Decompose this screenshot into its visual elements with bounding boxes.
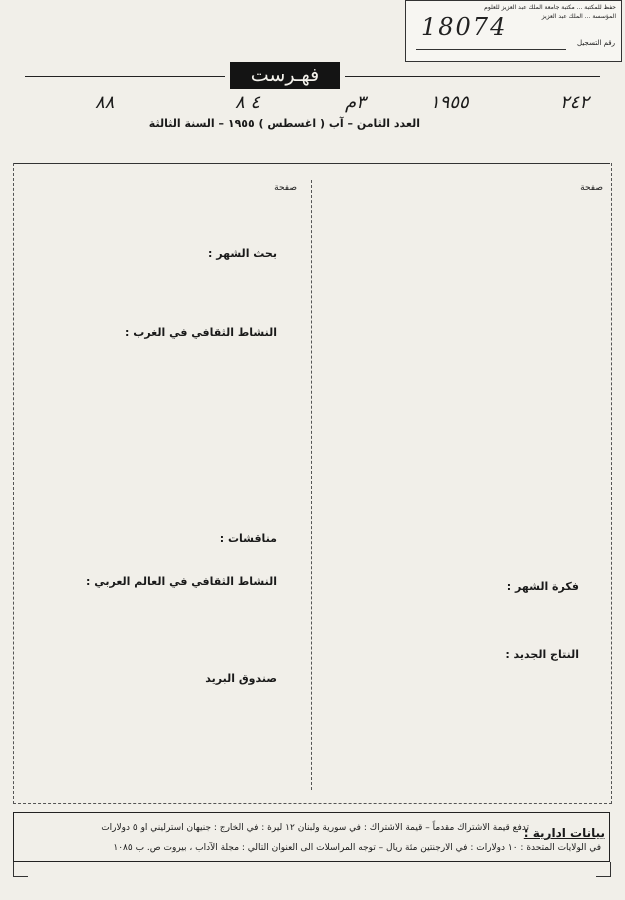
admin-line-1: تدفع قيمة الاشتراك مقدماً – قيمة الاشتراك : في سورية ولبنان ١٢ ليرة : في الخارج : جنيهان استرليني او ٥ دولارات [101, 823, 529, 833]
corner-mark-left [13, 862, 28, 877]
title-rule-left [25, 76, 225, 77]
contents-frame [13, 163, 612, 804]
stamp-line-1: حفظ للمكتبة ... مكتبة جامعة الملك عبد العزيز للعلوم [484, 4, 616, 11]
title-rule-right [345, 76, 600, 77]
section-heading: النتاج الجديد : [505, 647, 579, 661]
handwritten-note-4: ٤ ٨ [235, 92, 261, 113]
library-stamp [405, 0, 622, 62]
section-heading: صندوق البريد [205, 671, 277, 685]
page-label-left: صفحة [274, 183, 297, 193]
admin-line-2: في الولايات المتحدة : ١٠ دولارات : في الارجنتين مئة ريال – توجه المراسلات الى العنوان التالي : مجلة الآداب ، بيروت ص. ب ١٠٨٥ [113, 843, 601, 853]
page-title: فهـرست [230, 62, 340, 89]
section-heading: بحث الشهر : [208, 247, 277, 261]
issue-line: العدد الثامن – آب ( اغسطس ) ١٩٥٥ – السنة الثالثة [148, 117, 420, 130]
stamp-line-2: المؤسسة ... الملك عبد العزيز [541, 13, 616, 20]
handwritten-note-5: ٨٨ [95, 92, 115, 113]
handwritten-note-2: ١٩٥٥ [430, 92, 469, 113]
stamp-number: 18074 [421, 13, 508, 41]
section-heading: النشاط الثقافي في العالم العربي : [86, 574, 277, 588]
handwritten-note-1: ٢٤٢ [560, 92, 590, 113]
section-heading: مناقشات : [219, 532, 277, 546]
corner-mark-right [596, 862, 611, 877]
section-heading: فكرة الشهر : [506, 580, 579, 593]
page-label-right: صفحة [580, 183, 603, 193]
stamp-register-label: رقم التسجيل [577, 39, 615, 47]
stamp-underline [416, 49, 566, 50]
column-divider [311, 180, 312, 790]
admin-heading: بيانات ادارية : [523, 826, 605, 840]
handwritten-note-3: ٣م [345, 92, 366, 113]
admin-notes-box [13, 812, 610, 862]
section-heading: النشاط الثقافي في الغرب : [125, 326, 277, 340]
